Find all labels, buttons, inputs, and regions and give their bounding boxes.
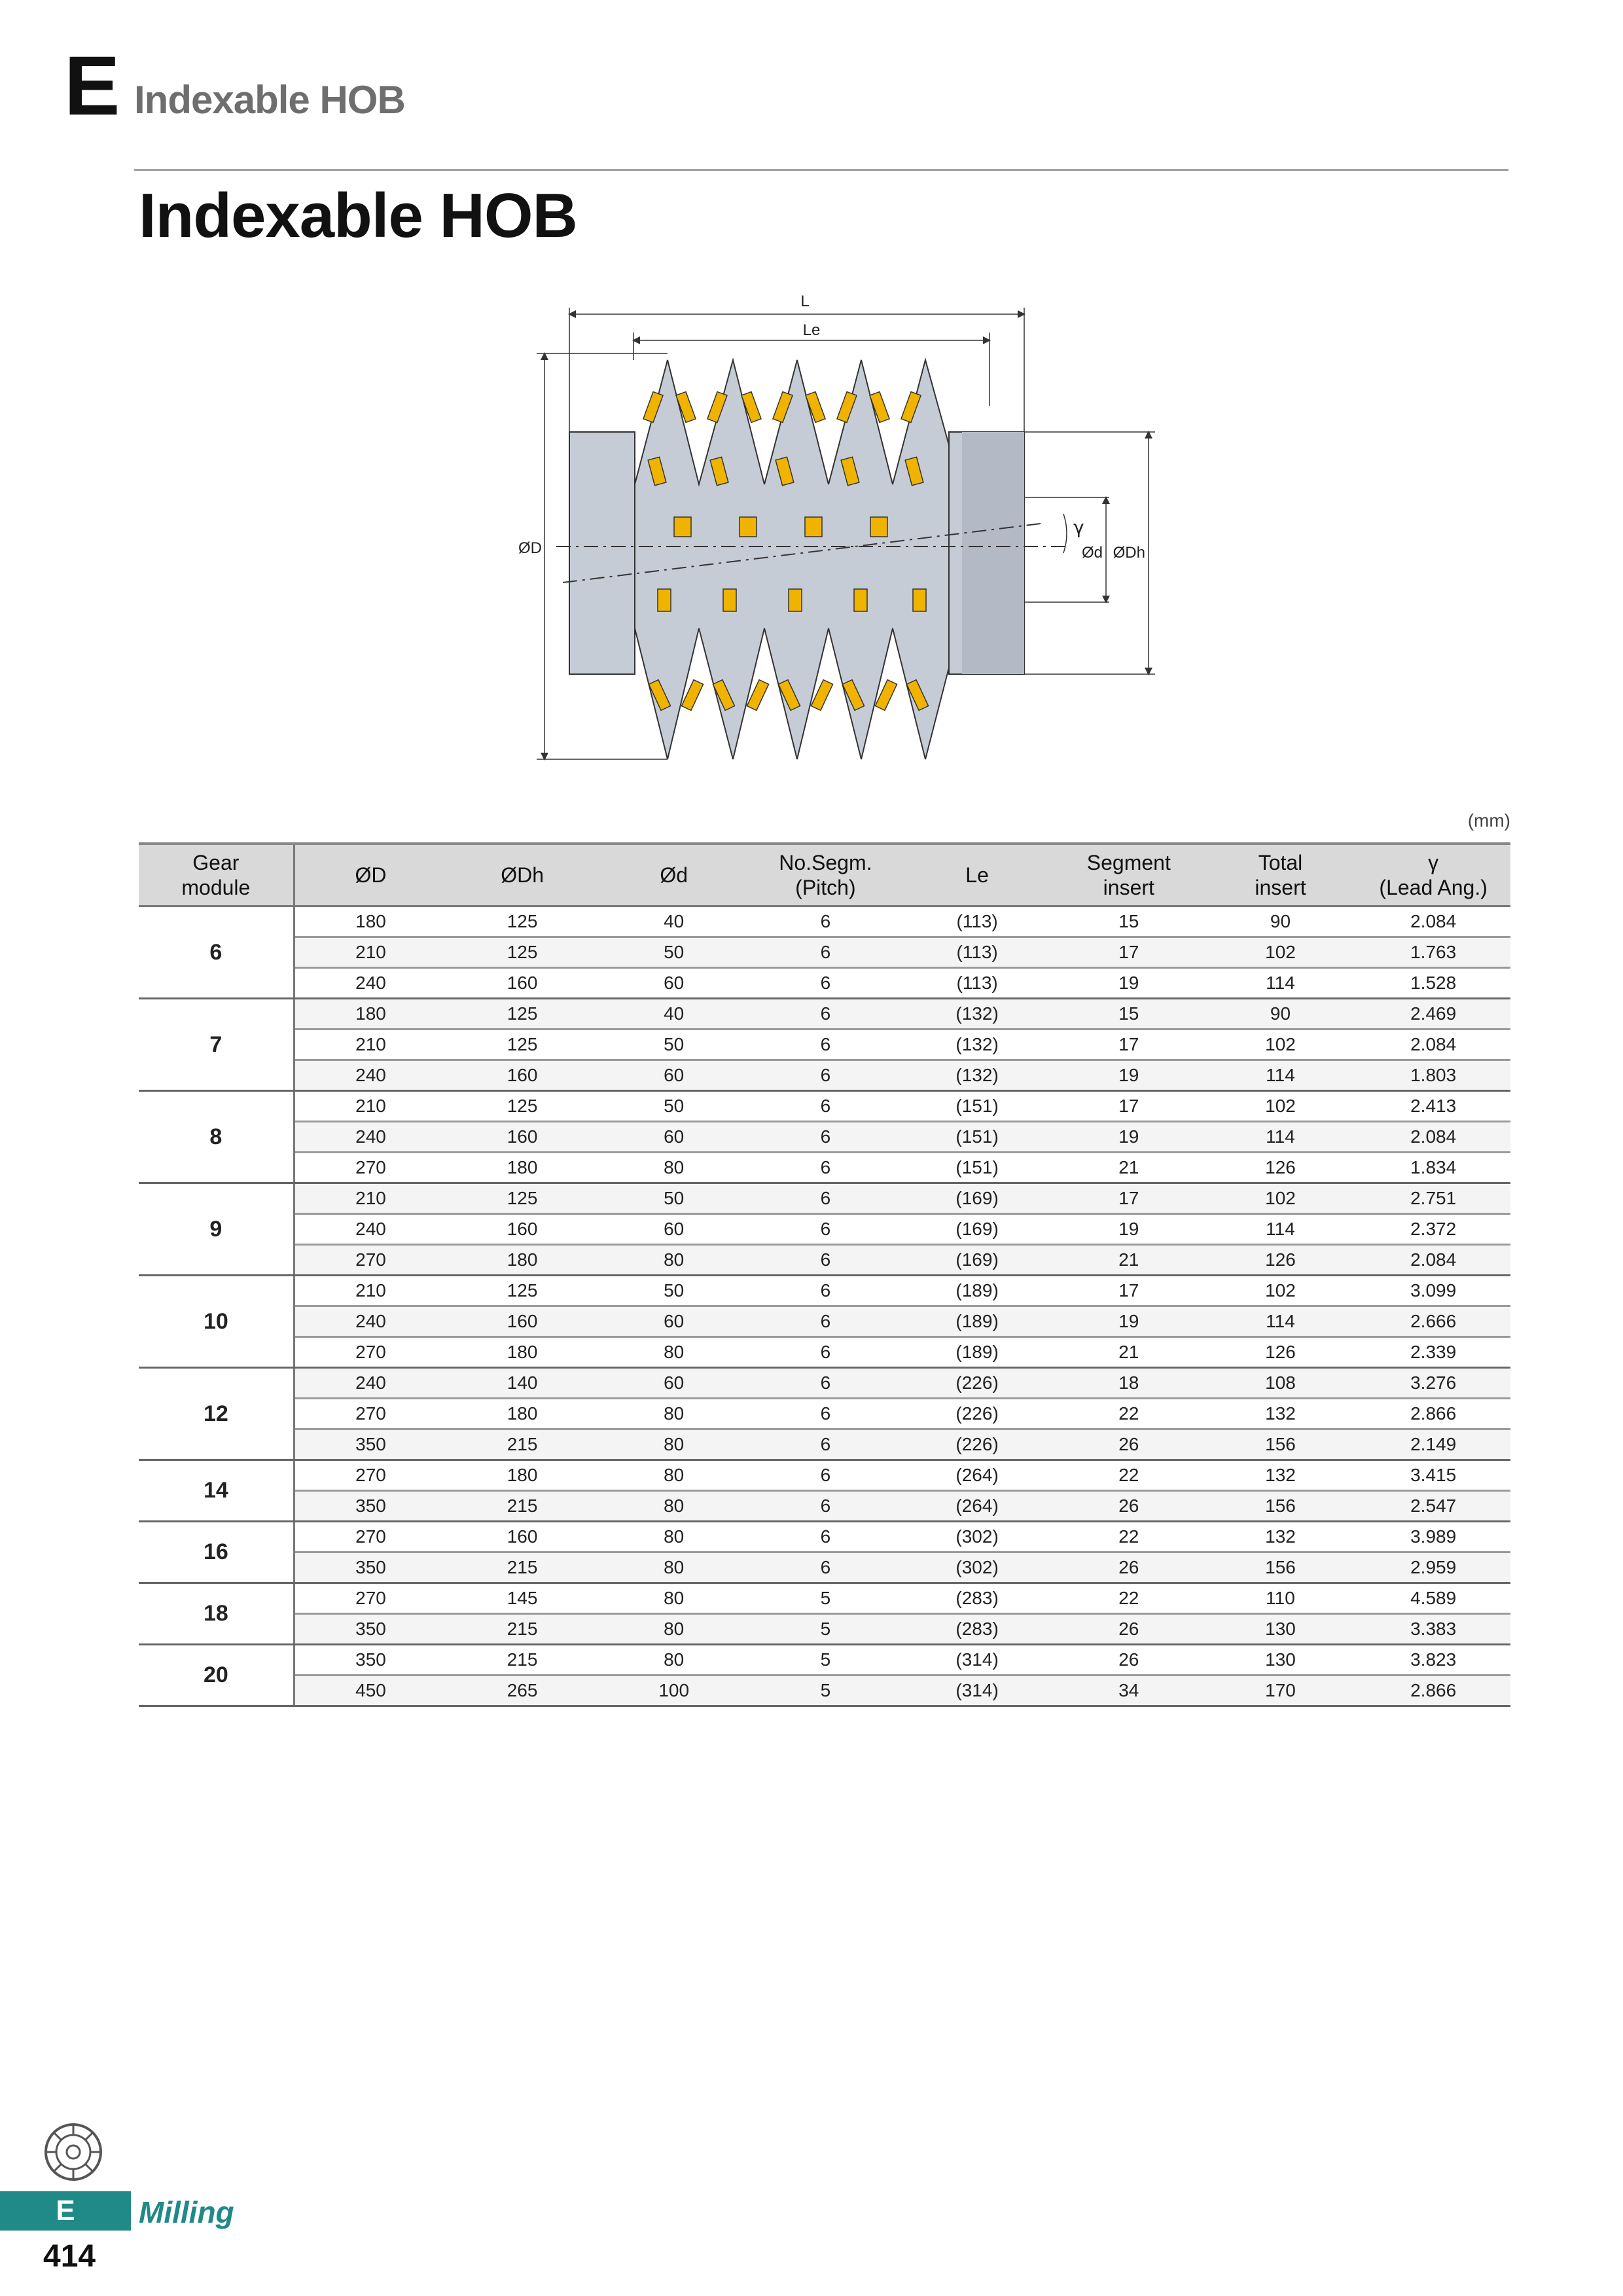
cell-segment-insert: 22 [1053, 1583, 1205, 1614]
cell-lead-angle: 1.528 [1356, 968, 1510, 999]
cell-Le: (151) [901, 1091, 1053, 1122]
cell-Le: (189) [901, 1337, 1053, 1368]
cell-segment-insert: 26 [1053, 1552, 1205, 1583]
label-L: L [800, 293, 810, 310]
cell-total-insert: 114 [1205, 1214, 1357, 1245]
cell-segment-insert: 19 [1053, 968, 1205, 999]
table-row [139, 906, 1510, 937]
cell-Le: (132) [901, 999, 1053, 1030]
cell-segment-insert: 21 [1053, 1337, 1205, 1368]
cell-Le: (113) [901, 906, 1053, 937]
cell-segm: 6 [749, 906, 901, 937]
cell-Le: (283) [901, 1614, 1053, 1645]
cell-Dh: 160 [446, 1122, 598, 1153]
cell-total-insert: 108 [1205, 1368, 1357, 1399]
cell-Le: (132) [901, 1030, 1053, 1060]
cell-segm: 5 [749, 1614, 901, 1645]
cell-segm: 6 [749, 1091, 901, 1122]
cell-D: 270 [294, 1245, 446, 1276]
gear-module-cell: 6 [139, 906, 294, 999]
cell-Dh: 180 [446, 1337, 598, 1368]
cell-total-insert: 102 [1205, 1091, 1357, 1122]
cell-d: 60 [598, 1060, 750, 1091]
table-row [139, 1306, 1510, 1337]
hob-thumbnail-icon [41, 2119, 106, 2185]
cell-d: 40 [598, 999, 750, 1030]
table-row [139, 1583, 1510, 1614]
cell-D: 240 [294, 1306, 446, 1337]
cell-Le: (151) [901, 1153, 1053, 1183]
cell-segm: 6 [749, 1522, 901, 1552]
cell-Dh: 125 [446, 1183, 598, 1214]
cell-d: 80 [598, 1645, 750, 1676]
cell-total-insert: 156 [1205, 1552, 1357, 1583]
cell-total-insert: 110 [1205, 1583, 1357, 1614]
cell-Le: (169) [901, 1245, 1053, 1276]
cell-Le: (226) [901, 1399, 1053, 1429]
cell-D: 210 [294, 1030, 446, 1060]
table-row [139, 1645, 1510, 1676]
gear-module-cell: 20 [139, 1645, 294, 1706]
cell-segment-insert: 26 [1053, 1645, 1205, 1676]
cell-D: 270 [294, 1522, 446, 1552]
cell-D: 270 [294, 1153, 446, 1183]
cell-segment-insert: 19 [1053, 1122, 1205, 1153]
cell-total-insert: 132 [1205, 1399, 1357, 1429]
cell-segment-insert: 22 [1053, 1522, 1205, 1552]
cell-d: 50 [598, 1276, 750, 1306]
cell-lead-angle: 3.415 [1356, 1460, 1510, 1491]
cell-lead-angle: 2.084 [1356, 906, 1510, 937]
cell-Dh: 160 [446, 1522, 598, 1552]
cell-d: 80 [598, 1522, 750, 1552]
label-Le: Le [802, 321, 821, 339]
label-d: Ød [1081, 544, 1103, 562]
cell-lead-angle: 3.276 [1356, 1368, 1510, 1399]
header-d: Ød [598, 844, 750, 906]
cell-D: 270 [294, 1460, 446, 1491]
cell-D: 350 [294, 1429, 446, 1460]
cell-d: 50 [598, 937, 750, 968]
header-Dh: ØDh [446, 844, 598, 906]
cell-segm: 5 [749, 1645, 901, 1676]
table-row [139, 999, 1510, 1030]
cell-Dh: 125 [446, 1276, 598, 1306]
cell-d: 80 [598, 1399, 750, 1429]
cell-total-insert: 102 [1205, 937, 1357, 968]
cell-segment-insert: 21 [1053, 1245, 1205, 1276]
cell-total-insert: 132 [1205, 1522, 1357, 1552]
cell-Dh: 215 [446, 1429, 598, 1460]
cell-Dh: 140 [446, 1368, 598, 1399]
cell-segm: 6 [749, 1368, 901, 1399]
cell-Le: (264) [901, 1491, 1053, 1522]
cell-d: 50 [598, 1091, 750, 1122]
table-row [139, 937, 1510, 968]
cell-lead-angle: 2.084 [1356, 1030, 1510, 1060]
cell-d: 40 [598, 906, 750, 937]
gear-module-cell: 18 [139, 1583, 294, 1645]
cell-d: 80 [598, 1460, 750, 1491]
cell-segment-insert: 15 [1053, 906, 1205, 937]
cell-total-insert: 170 [1205, 1676, 1357, 1706]
cell-D: 350 [294, 1491, 446, 1522]
cell-Dh: 160 [446, 1306, 598, 1337]
cell-segm: 6 [749, 1122, 901, 1153]
cell-Le: (283) [901, 1583, 1053, 1614]
cell-total-insert: 114 [1205, 1306, 1357, 1337]
label-D: ØD [518, 539, 542, 557]
table-row [139, 1153, 1510, 1183]
cell-segm: 6 [749, 1030, 901, 1060]
cell-segment-insert: 22 [1053, 1399, 1205, 1429]
section-tab-label: Milling [139, 2195, 234, 2229]
cell-Dh: 180 [446, 1153, 598, 1183]
cell-segment-insert: 19 [1053, 1306, 1205, 1337]
cell-Le: (226) [901, 1429, 1053, 1460]
cell-Dh: 125 [446, 906, 598, 937]
cell-segm: 6 [749, 999, 901, 1030]
spec-table-body [139, 906, 1510, 1706]
cell-D: 240 [294, 1060, 446, 1091]
cell-Le: (226) [901, 1368, 1053, 1399]
gear-module-cell: 10 [139, 1276, 294, 1368]
cell-D: 350 [294, 1614, 446, 1645]
cell-Dh: 180 [446, 1399, 598, 1429]
cell-total-insert: 132 [1205, 1460, 1357, 1491]
page-number: 414 [43, 2239, 96, 2274]
cell-segment-insert: 15 [1053, 999, 1205, 1030]
cell-d: 60 [598, 1122, 750, 1153]
header-lead-angle: γ (Lead Ang.) [1356, 844, 1510, 906]
table-row [139, 1614, 1510, 1645]
cell-Le: (113) [901, 937, 1053, 968]
cell-lead-angle: 2.372 [1356, 1214, 1510, 1245]
cell-segment-insert: 22 [1053, 1460, 1205, 1491]
table-row [139, 1429, 1510, 1460]
cell-segment-insert: 26 [1053, 1491, 1205, 1522]
cell-d: 60 [598, 968, 750, 999]
cell-segm: 6 [749, 1276, 901, 1306]
cell-d: 80 [598, 1583, 750, 1614]
cell-Dh: 125 [446, 937, 598, 968]
cell-Dh: 215 [446, 1552, 598, 1583]
cell-total-insert: 102 [1205, 1030, 1357, 1060]
cell-lead-angle: 1.834 [1356, 1153, 1510, 1183]
cell-segment-insert: 17 [1053, 1030, 1205, 1060]
hob-left-hub [569, 432, 635, 674]
cell-d: 50 [598, 1030, 750, 1060]
cell-lead-angle: 2.149 [1356, 1429, 1510, 1460]
table-row [139, 1522, 1510, 1552]
gear-module-cell: 12 [139, 1368, 294, 1460]
table-row [139, 968, 1510, 999]
cell-segm: 6 [749, 937, 901, 968]
section-letter: E [64, 39, 120, 133]
cell-Dh: 180 [446, 1460, 598, 1491]
cell-lead-angle: 1.803 [1356, 1060, 1510, 1091]
cell-d: 60 [598, 1306, 750, 1337]
cell-Dh: 265 [446, 1676, 598, 1706]
table-row [139, 1491, 1510, 1522]
cell-total-insert: 126 [1205, 1153, 1357, 1183]
cell-D: 240 [294, 1368, 446, 1399]
table-row [139, 1676, 1510, 1706]
gear-module-cell: 8 [139, 1091, 294, 1183]
cell-Le: (302) [901, 1522, 1053, 1552]
unit-label: (mm) [1467, 810, 1510, 831]
cell-total-insert: 114 [1205, 1060, 1357, 1091]
table-row [139, 1460, 1510, 1491]
header-D: ØD [294, 844, 446, 906]
cell-segment-insert: 18 [1053, 1368, 1205, 1399]
cell-Dh: 125 [446, 999, 598, 1030]
cell-total-insert: 130 [1205, 1614, 1357, 1645]
cell-segm: 5 [749, 1583, 901, 1614]
cell-segm: 6 [749, 1460, 901, 1491]
table-row [139, 1060, 1510, 1091]
section-tab[interactable]: E [0, 2191, 131, 2231]
header-segment-insert: Segment insert [1053, 844, 1205, 906]
cell-d: 80 [598, 1491, 750, 1522]
cell-total-insert: 114 [1205, 968, 1357, 999]
cell-Dh: 215 [446, 1491, 598, 1522]
table-row [139, 1183, 1510, 1214]
cell-D: 180 [294, 999, 446, 1030]
cell-D: 210 [294, 937, 446, 968]
cell-lead-angle: 2.866 [1356, 1676, 1510, 1706]
cell-D: 240 [294, 1214, 446, 1245]
cell-Le: (314) [901, 1645, 1053, 1676]
gear-module-cell: 9 [139, 1183, 294, 1276]
cell-lead-angle: 3.383 [1356, 1614, 1510, 1645]
cell-Dh: 125 [446, 1030, 598, 1060]
header-segm: No.Segm. (Pitch) [749, 844, 901, 906]
cell-lead-angle: 2.866 [1356, 1399, 1510, 1429]
cell-segment-insert: 17 [1053, 1091, 1205, 1122]
cell-D: 270 [294, 1399, 446, 1429]
cell-segm: 6 [749, 968, 901, 999]
cell-segment-insert: 17 [1053, 937, 1205, 968]
cell-Dh: 160 [446, 968, 598, 999]
label-Dh: ØDh [1113, 544, 1145, 562]
cell-D: 210 [294, 1276, 446, 1306]
cell-d: 80 [598, 1552, 750, 1583]
cell-d: 80 [598, 1429, 750, 1460]
cell-segm: 6 [749, 1214, 901, 1245]
cell-d: 80 [598, 1153, 750, 1183]
cell-d: 100 [598, 1676, 750, 1706]
cell-lead-angle: 3.099 [1356, 1276, 1510, 1306]
cell-segm: 6 [749, 1153, 901, 1183]
cell-segment-insert: 17 [1053, 1183, 1205, 1214]
cell-Le: (113) [901, 968, 1053, 999]
cell-lead-angle: 4.589 [1356, 1583, 1510, 1614]
cell-Le: (169) [901, 1214, 1053, 1245]
cell-lead-angle: 2.084 [1356, 1122, 1510, 1153]
cell-segm: 5 [749, 1676, 901, 1706]
cell-Dh: 180 [446, 1245, 598, 1276]
table-header-row [139, 844, 1510, 906]
cell-lead-angle: 2.666 [1356, 1306, 1510, 1337]
table-row [139, 1552, 1510, 1583]
cell-Dh: 215 [446, 1645, 598, 1676]
cell-segment-insert: 26 [1053, 1429, 1205, 1460]
header-gear-module: Gear module [139, 844, 294, 906]
cell-d: 50 [598, 1183, 750, 1214]
table-row [139, 1030, 1510, 1060]
cell-segment-insert: 19 [1053, 1214, 1205, 1245]
cell-Dh: 125 [446, 1091, 598, 1122]
cell-lead-angle: 2.469 [1356, 999, 1510, 1030]
cell-segment-insert: 26 [1053, 1614, 1205, 1645]
cell-lead-angle: 2.751 [1356, 1183, 1510, 1214]
cell-total-insert: 126 [1205, 1337, 1357, 1368]
label-gamma: γ [1073, 516, 1084, 538]
table-row [139, 1091, 1510, 1122]
cell-total-insert: 90 [1205, 906, 1357, 937]
cell-Dh: 160 [446, 1060, 598, 1091]
cell-d: 80 [598, 1337, 750, 1368]
cell-segm: 6 [749, 1183, 901, 1214]
table-row [139, 1122, 1510, 1153]
cell-D: 450 [294, 1676, 446, 1706]
hob-diagram [517, 288, 1158, 772]
cell-Dh: 160 [446, 1214, 598, 1245]
cell-D: 210 [294, 1183, 446, 1214]
cell-D: 270 [294, 1583, 446, 1614]
cell-lead-angle: 1.763 [1356, 937, 1510, 968]
cell-lead-angle: 2.959 [1356, 1552, 1510, 1583]
page-title: Indexable HOB [139, 181, 577, 251]
cell-d: 80 [598, 1614, 750, 1645]
cell-D: 270 [294, 1337, 446, 1368]
gear-module-cell: 14 [139, 1460, 294, 1522]
cell-lead-angle: 2.547 [1356, 1491, 1510, 1522]
cell-lead-angle: 2.413 [1356, 1091, 1510, 1122]
cell-total-insert: 130 [1205, 1645, 1357, 1676]
cell-total-insert: 102 [1205, 1276, 1357, 1306]
cell-total-insert: 114 [1205, 1122, 1357, 1153]
table-row [139, 1368, 1510, 1399]
cell-D: 180 [294, 906, 446, 937]
cell-d: 60 [598, 1368, 750, 1399]
cell-lead-angle: 3.823 [1356, 1645, 1510, 1676]
cell-lead-angle: 2.339 [1356, 1337, 1510, 1368]
cell-total-insert: 156 [1205, 1429, 1357, 1460]
cell-Le: (132) [901, 1060, 1053, 1091]
cell-Le: (264) [901, 1460, 1053, 1491]
cell-Le: (314) [901, 1676, 1053, 1706]
cell-Dh: 215 [446, 1614, 598, 1645]
cell-Le: (169) [901, 1183, 1053, 1214]
cell-Dh: 145 [446, 1583, 598, 1614]
table-row [139, 1276, 1510, 1306]
cell-segment-insert: 17 [1053, 1276, 1205, 1306]
header-Le: Le [901, 844, 1053, 906]
cell-D: 350 [294, 1645, 446, 1676]
cell-Le: (302) [901, 1552, 1053, 1583]
cell-D: 240 [294, 968, 446, 999]
header-divider [134, 169, 1508, 171]
cell-D: 350 [294, 1552, 446, 1583]
table-row [139, 1245, 1510, 1276]
gear-module-cell: 7 [139, 999, 294, 1091]
cell-total-insert: 102 [1205, 1183, 1357, 1214]
table-row [139, 1337, 1510, 1368]
cell-Le: (189) [901, 1306, 1053, 1337]
gear-module-cell: 16 [139, 1522, 294, 1583]
cell-d: 80 [598, 1245, 750, 1276]
cell-segment-insert: 34 [1053, 1676, 1205, 1706]
cell-Le: (151) [901, 1122, 1053, 1153]
cell-total-insert: 90 [1205, 999, 1357, 1030]
cell-segment-insert: 19 [1053, 1060, 1205, 1091]
spec-table [139, 842, 1510, 1707]
cell-d: 60 [598, 1214, 750, 1245]
cell-D: 210 [294, 1091, 446, 1122]
cell-lead-angle: 3.989 [1356, 1522, 1510, 1552]
header-total-insert: Total insert [1205, 844, 1357, 906]
cell-D: 240 [294, 1122, 446, 1153]
cell-lead-angle: 2.084 [1356, 1245, 1510, 1276]
cell-segm: 6 [749, 1337, 901, 1368]
cell-segm: 6 [749, 1306, 901, 1337]
cell-total-insert: 126 [1205, 1245, 1357, 1276]
cell-segm: 6 [749, 1399, 901, 1429]
cell-segm: 6 [749, 1491, 901, 1522]
section-title: Indexable HOB [134, 78, 405, 122]
table-row [139, 1214, 1510, 1245]
cell-Le: (189) [901, 1276, 1053, 1306]
table-row [139, 1399, 1510, 1429]
cell-segm: 6 [749, 1429, 901, 1460]
cell-segm: 6 [749, 1552, 901, 1583]
cell-total-insert: 156 [1205, 1491, 1357, 1522]
cell-segment-insert: 21 [1053, 1153, 1205, 1183]
cell-segm: 6 [749, 1060, 901, 1091]
cell-segm: 6 [749, 1245, 901, 1276]
